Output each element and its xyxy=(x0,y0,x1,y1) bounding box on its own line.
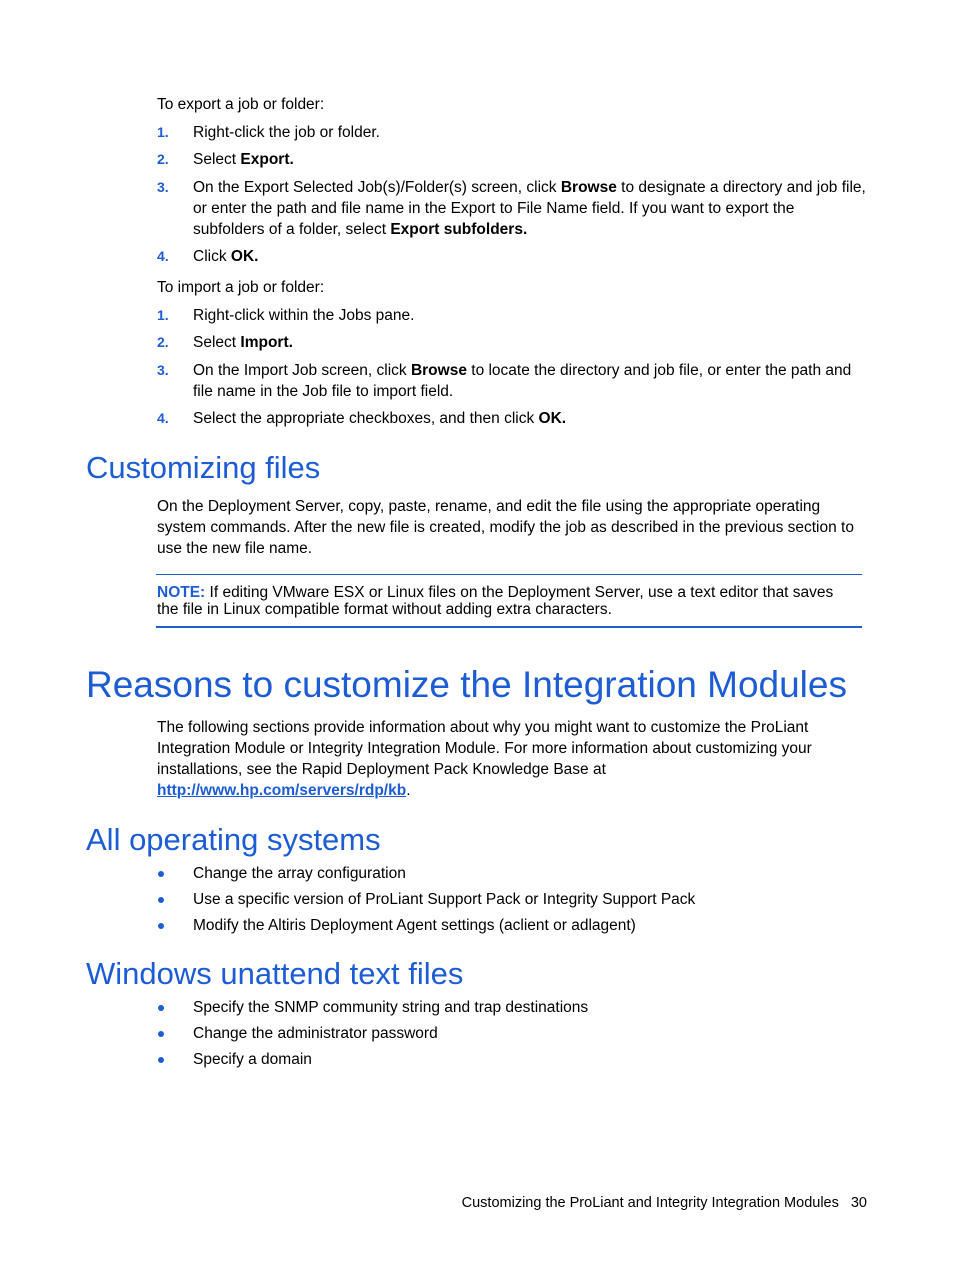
step-number: 4. xyxy=(157,410,169,426)
step-number: 1. xyxy=(157,307,169,323)
bullet-icon xyxy=(158,1031,164,1037)
step-text: Select the appropriate checkboxes, and then click OK. xyxy=(193,410,567,427)
step-text: Right-click within the Jobs pane. xyxy=(193,307,415,324)
ui-term: OK. xyxy=(230,248,259,265)
step-number: 1. xyxy=(157,124,169,140)
bullet-icon xyxy=(158,897,164,903)
knowledge-base-link[interactable]: http://www.hp.com/servers/rdp/kb xyxy=(157,782,407,799)
page-number: 30 xyxy=(850,1195,867,1211)
step-number: 3. xyxy=(157,362,169,378)
ui-term: Export. xyxy=(240,151,294,168)
step-number: 2. xyxy=(157,151,169,167)
page-footer xyxy=(462,1193,867,1213)
customizing-files-heading: Customizing files xyxy=(86,450,321,485)
customizing-files-body: On the Deployment Server, copy, paste, rename, and edit the file using the appropriate operating system commands. After the new file is created, modify the job as described in the previous section to use the new file name. xyxy=(157,498,854,557)
reasons-heading: Reasons to customize the Integration Modules xyxy=(86,664,847,705)
step-text: On the Import Job screen, click Browse to locate the directory and job file, or enter the path and file name in the Job file to import field. xyxy=(193,362,852,400)
all-os-heading: All operating systems xyxy=(86,822,381,857)
step-number: 4. xyxy=(157,248,169,264)
note-text: NOTE: If editing VMware ESX or Linux files on the Deployment Server, use a text editor that saves the file in Linux compatible format without adding extra characters. xyxy=(157,584,834,618)
note-box xyxy=(156,574,862,628)
step-number: 3. xyxy=(157,179,169,195)
document-page: To export a job or folder: 1. Right-click the job or folder. 2. Select Export. 3. On the Export Selected Job(s)/Folder(s) screen, click Browse to designate a directory and job file, or enter the path and file name in the Export to File Name field. If you want to export the subfolders of a folder, select Export subfolders. 4. Click OK. To import a job or folder: 1. Right-click within the Jobs pane. 2. Select Import. 3. On the Import Job screen, click Browse to locate the directory and job file, or enter the path and file name in the Job file to import field. 4. Select the appropriate checkboxes, and then click OK. Customizing files On the Deployment Server, copy, paste, rename, and edit the file using the appropriate operating system commands. After the new file is created, modify the job as described in the previous section to use the new file name. NOTE: If editing VMware ESX or Linux files on the Deployment Server, use a text editor that saves the file in Linux compatible format without adding extra characters. Reasons to customize the Integration Modules The following sections provide information about why you might want to customize the ProLiant Integration Module or Integrity Integration Module. For more information about customizing your installations, see the Rapid Deployment Pack Knowledge Base at http://www.hp.com/servers/rdp/kb. All operating systems Change the array configuration Use a specific version of ProLiant Support Pack or Integrity Support Pack Modify the Altiris Deployment Agent settings (aclient or adlagent) Windows unattend text files Specify the SNMP community string and trap destinations Change the administrator password Specify a domain Customizing the ProLiant and Integrity Integration Modules 30 xyxy=(86,96,867,1211)
step-text: Right-click the job or folder. xyxy=(193,124,380,141)
note-label: NOTE: xyxy=(157,584,206,601)
export-intro: To export a job or folder: xyxy=(157,96,325,113)
step-number: 2. xyxy=(157,334,169,350)
step-text: On the Export Selected Job(s)/Folder(s) screen, click Browse to designate a directory and job file, or enter the path and file name in the Export to File Name field. If you want to export the subfolders of a folder, select Export subfolders. xyxy=(193,179,866,238)
bullet-icon xyxy=(158,923,164,929)
bullet-icon xyxy=(158,1057,164,1063)
reasons-body: The following sections provide information about why you might want to customize the ProLiant Integration Module or Integrity Integration Module. For more information about customizing your installations, see the Rapid Deployment Pack Knowledge Base at http://www.hp.com/servers/rdp/kb. xyxy=(157,719,812,799)
ui-term: OK. xyxy=(538,410,567,427)
bullet-icon xyxy=(158,1005,164,1011)
import-intro: To import a job or folder: xyxy=(157,279,325,296)
windows-unattend-heading: Windows unattend text files xyxy=(86,956,464,991)
step-text: Select Import. xyxy=(193,334,293,351)
ui-term: Browse xyxy=(560,179,617,196)
bullet-icon xyxy=(158,871,164,877)
step-text: Click OK. xyxy=(193,248,259,265)
ui-term: Browse xyxy=(410,362,467,379)
ui-term: Export subfolders. xyxy=(390,221,528,238)
ui-term: Import. xyxy=(240,334,293,351)
footer-title: Customizing the ProLiant and Integrity Integration Modules xyxy=(461,1195,839,1211)
step-text: Select Export. xyxy=(193,151,294,168)
